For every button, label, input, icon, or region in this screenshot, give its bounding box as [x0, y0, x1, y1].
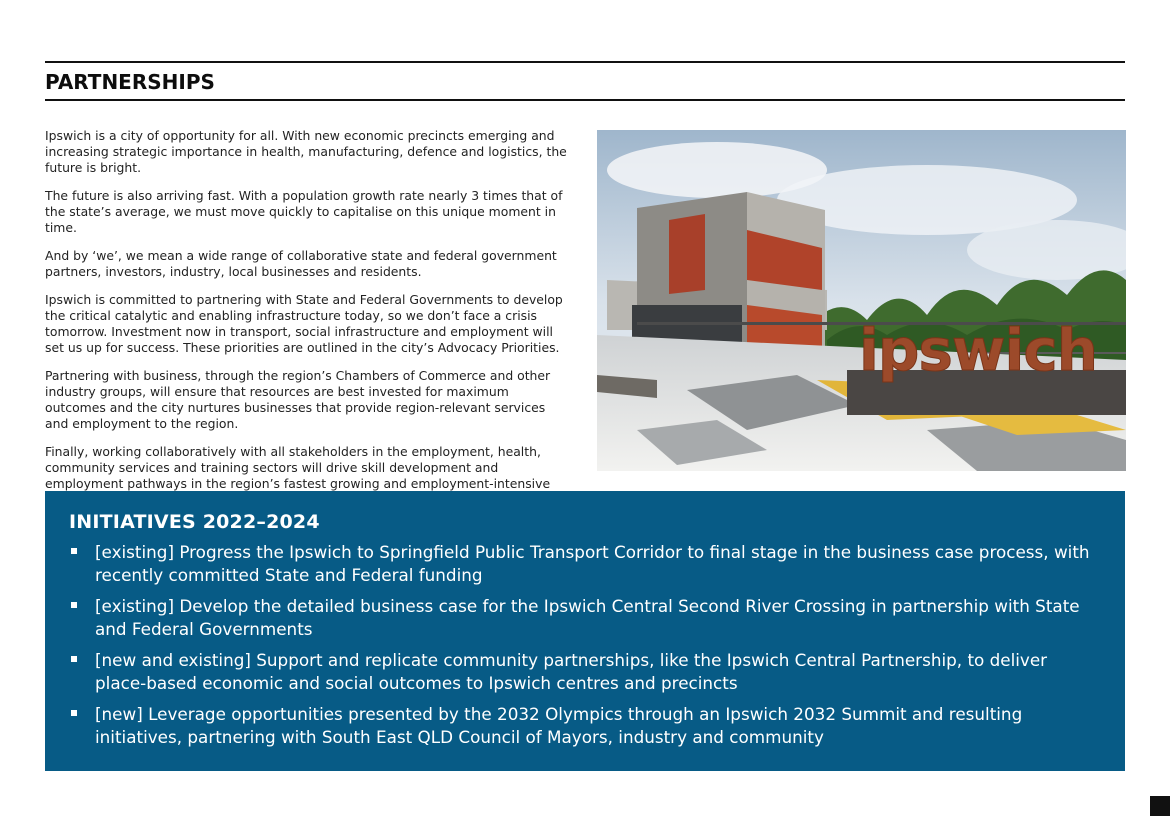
paragraph: Ipswich is committed to partnering with State and Federal Governments to develop the critical catalytic and enabling infrastructure today, so we don’t face a crisis tomorrow. Investment now in transport, social infrastructure and employment will set us up for success. These priorities are outlined in the city’s Advocacy Priorities. [45, 292, 563, 355]
initiative-text: [new] Leverage opportunities presented by the 2032 Olympics through an Ipswich 2032 Summit and resulting initiatives, partnering with South East QLD Council of Mayors, industry and community [95, 704, 1023, 747]
square-bullet-icon [71, 710, 77, 716]
ipswich-plaza-photo [597, 130, 1126, 471]
initiatives-list [69, 541, 1101, 749]
initiative-text: [existing] Progress the Ipswich to Springfield Public Transport Corridor to final stage in the business case process, with recently committed State and Federal funding [95, 542, 1090, 585]
paragraph: Partnering with business, through the region’s Chambers of Commerce and other industry groups, will ensure that resources are best invested for maximum outcomes and the city nurtures businesses that provide region-relevant services and employment to the region. [45, 368, 551, 431]
heading-underline [45, 99, 1125, 101]
initiative-text: [new and existing] Support and replicate community partnerships, like the Ipswich Central Partnership, to deliver place-based economic and social outcomes to Ipswich centres and precincts [95, 650, 1048, 693]
ipswich-sign-text: ipswich [859, 316, 1098, 384]
list-item [69, 595, 1101, 641]
list-item [69, 703, 1101, 749]
square-bullet-icon [71, 602, 77, 608]
initiative-text: [existing] Develop the detailed business case for the Ipswich Central Second River Crossing in partnership with State and Federal Governments [95, 596, 1080, 639]
intro-text-column [45, 128, 570, 520]
square-bullet-icon [71, 548, 77, 554]
initiatives-panel [45, 491, 1125, 771]
paragraph: Ipswich is a city of opportunity for all. With new economic precincts emerging and increasing strategic importance in health, manufacturing, defence and logistics, the future is bright. [45, 128, 567, 175]
section-heading: PARTNERSHIPS [45, 70, 215, 94]
list-item [69, 541, 1101, 587]
list-item [69, 649, 1101, 695]
paragraph: And by ‘we’, we mean a wide range of collaborative state and federal government partners, investors, industry, local businesses and residents. [45, 248, 557, 279]
top-rule [45, 61, 1125, 63]
paragraph: Finally, working collaboratively with all stakeholders in the employment, health, community services and training sectors will drive skill development and employment pathways in the region’s fastest growing and employment-intensive [45, 444, 551, 491]
page-corner-tab [1150, 796, 1170, 816]
initiatives-title: INITIATIVES 2022–2024 [69, 511, 320, 533]
paragraph: The future is also arriving fast. With a population growth rate nearly 3 times that of the state’s average, we must move quickly to capitalise on this unique moment in time. [45, 188, 563, 235]
square-bullet-icon [71, 656, 77, 662]
